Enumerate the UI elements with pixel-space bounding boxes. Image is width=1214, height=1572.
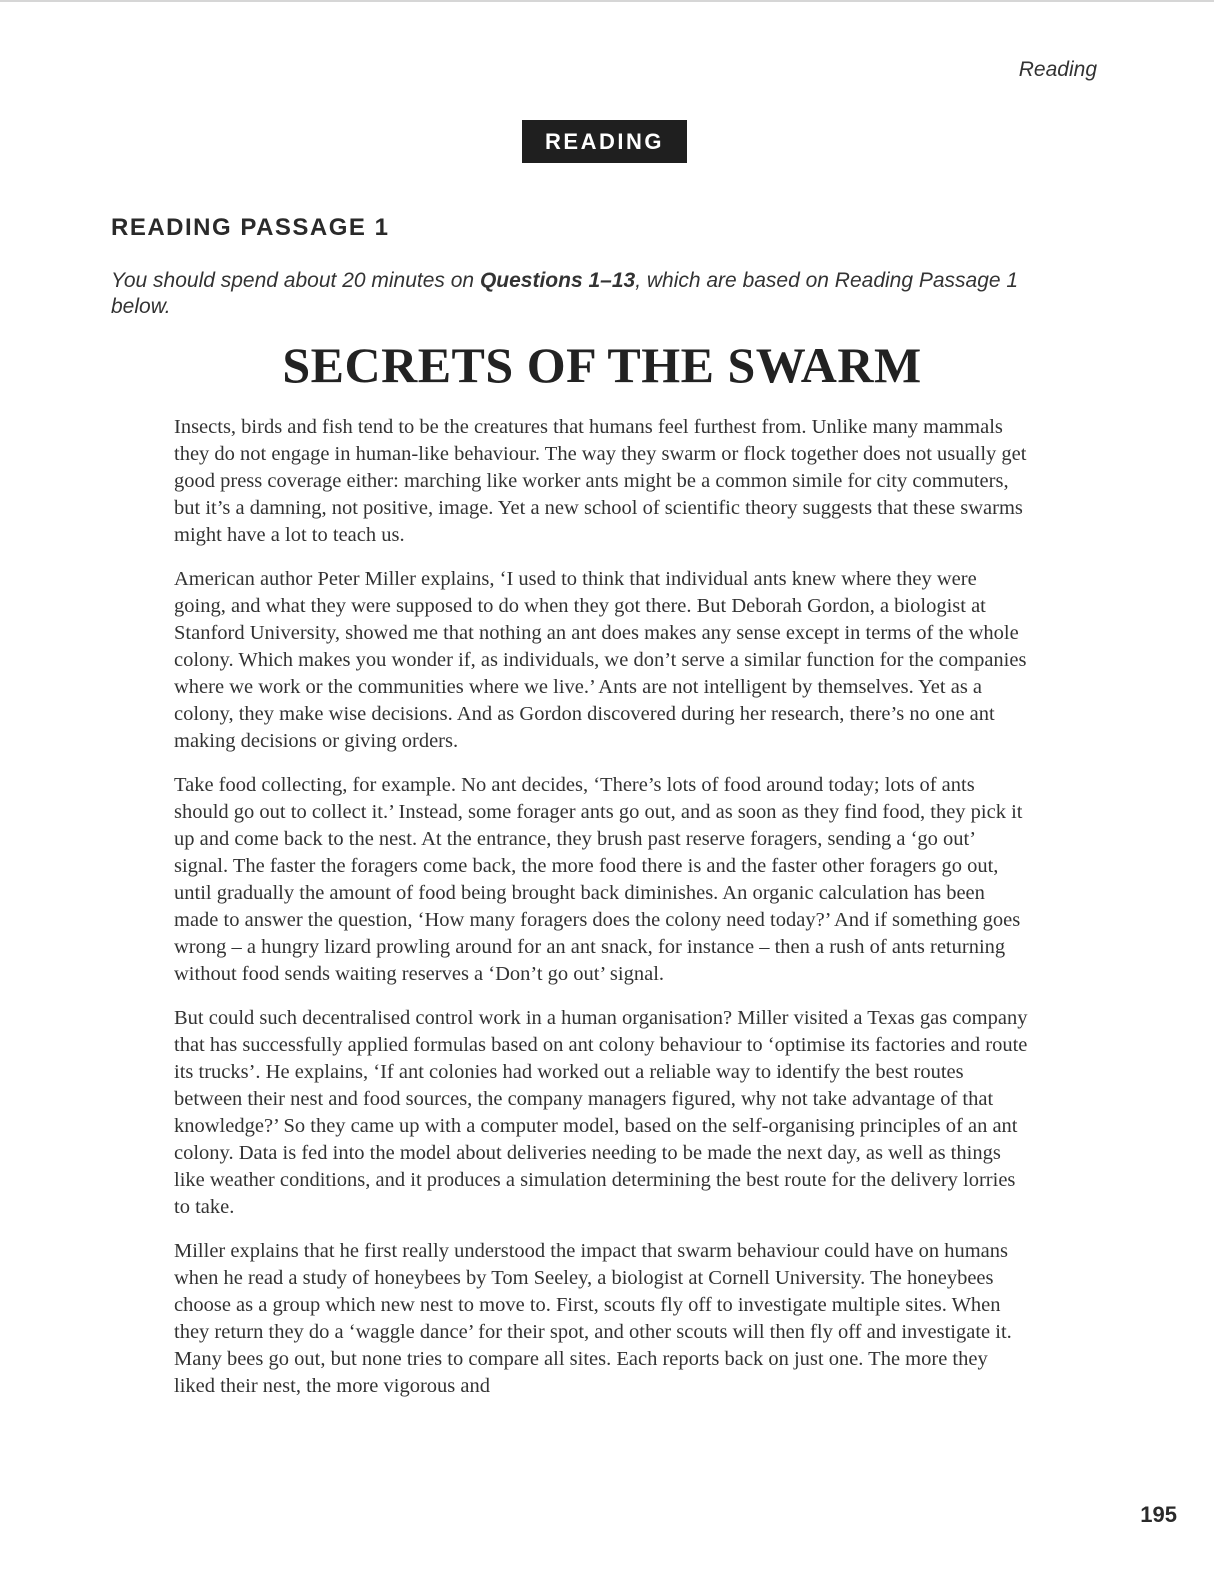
section-badge: READING [522, 120, 687, 163]
paragraph-3: Take food collecting, for example. No ant decides, ‘There’s lots of food around today; lots of ants should go out to collect it.’ Instead, some forager ants go out, and as soon as they find food, they pick it up and come back to the nest. At the entrance, they brush past reserve foragers, sending a ‘go out’ signal. The faster the foragers come back, the more food there is and the faster other foragers go out, until gradually the amount of food being brought back diminishes. An organic calculation has been made to answer the question, ‘How many foragers does the colony need today?’ And if something goes wrong – a hungry lizard prowling around for an ant snack, for instance – then a rush of ants returning without food sends waiting reserves a ‘Don’t go out’ signal. [174, 774, 1023, 985]
passage-body [174, 414, 1030, 1417]
passage-title: SECRETS OF THE SWARM [282, 337, 922, 393]
passage-heading: READING PASSAGE 1 [111, 214, 390, 241]
instructions-text-start: You should spend about 20 minutes on [111, 269, 480, 292]
passage-instructions [111, 268, 1051, 320]
paragraph-5: Miller explains that he first really understood the impact that swarm behaviour could have on humans when he read a study of honeybees by Tom Seeley, a biologist at Cornell University. The honeybees choose as a group which new nest to move to. First, scouts fly off to investigate multiple sites. When they return they do a ‘waggle dance’ for their spot, and other scouts will then fly off and investigate it. Many bees go out, but none tries to compare all sites. Each reports back on just one. The more they liked their nest, the more vigorous and [174, 1240, 1012, 1397]
paragraph-4: But could such decentralised control work in a human organisation? Miller visited a Texas gas company that has successfully applied formulas based on ant colony behaviour to ‘optimise its factories and route its trucks’. He explains, ‘If ant colonies had worked out a reliable way to identify the best routes between their nest and food sources, the company managers figured, why not take advantage of that knowledge?’ So they came up with a computer model, based on the self-organising principles of an ant colony. Data is fed into the model about deliveries needing to be made the next day, as well as things like weather conditions, and it produces a simulation determining the best route for the delivery lorries to take. [174, 1007, 1028, 1218]
page-number: 195 [1140, 1502, 1177, 1527]
instructions-text-end: , which are based on Reading Passage 1 below. [111, 269, 1019, 318]
running-header: Reading [1018, 58, 1097, 81]
instructions-questions-range: Questions 1–13 [479, 269, 636, 292]
page-top-edge [0, 0, 1214, 2]
paragraph-1: Insects, birds and fish tend to be the creatures that humans feel furthest from. Unlike many mammals they do not engage in human-like behaviour. The way they swarm or flock together does not usually get good press coverage either: marching like worker ants might be a common simile for city commuters, but it’s a damning, not positive, image. Yet a new school of scientific theory suggests that these swarms might have a lot to teach us. [174, 416, 1027, 546]
paragraph-2: American author Peter Miller explains, ‘I used to think that individual ants knew where they were going, and what they were supposed to do when they got there. But Deborah Gordon, a biologist at Stanford University, showed me that nothing an ant does makes any sense except in terms of the whole colony. Which makes you wonder if, as individuals, we don’t serve a similar function for the companies where we work or the communities where we live.’ Ants are not intelligent by themselves. Yet as a colony, they make wise decisions. And as Gordon discovered during her research, there’s no one ant making decisions or giving orders. [174, 568, 1027, 752]
